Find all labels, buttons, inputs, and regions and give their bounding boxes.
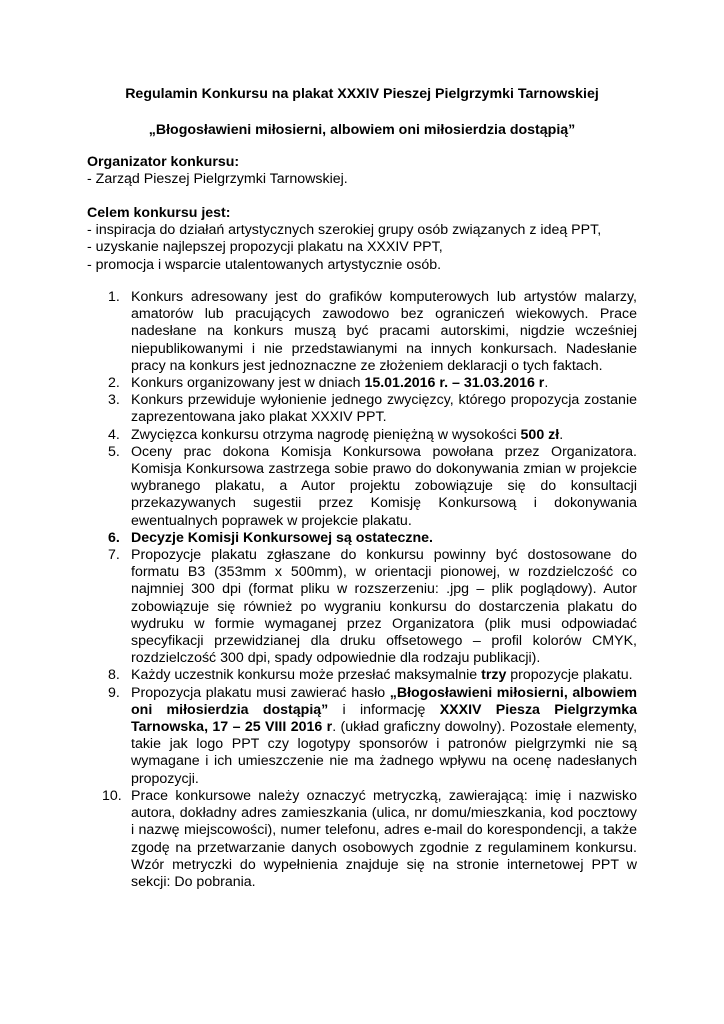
organizer-heading: Organizator konkursu:: [87, 154, 240, 170]
rule-number: 2.: [108, 375, 120, 392]
goals-section: [87, 205, 647, 274]
rule-number: 9.: [108, 684, 120, 701]
rule-text: Konkurs przewiduje wyłonienie jednego zwycięzcy, którego propozycja zostanie zaprezentowana jako plakat XXXIV PPT.: [131, 392, 637, 426]
rule-number: 3.: [108, 392, 120, 409]
goals-line: - uzyskanie najlepszej propozycji plakatu na XXXIV PPT,: [87, 239, 443, 256]
rule-item: [87, 788, 637, 891]
rule-text-end: .: [544, 375, 549, 392]
document-motto: „Błogosławieni miłosierni, albowiem oni miłosierdzia dostąpią”: [148, 122, 576, 138]
document-title: Regulamin Konkursu na plakat XXXIV Pieszej Pielgrzymki Tarnowskiej: [125, 86, 599, 102]
rule-item: [87, 427, 637, 444]
rule-text-end: . (układ graficzny dowolny). Pozostałe elementy, takie jak logo PPT czy logotypy sponsorów i patronów pielgrzymki nie są wymagane i ich umieszczenie nie ma żadnego wpływu na ocenę nadesłanych propozycji.: [131, 719, 638, 787]
rule-item: [87, 392, 637, 426]
rule-item: [87, 667, 637, 684]
rule-text-end: propozycje plakatu.: [506, 667, 633, 684]
rule-item: [87, 547, 637, 667]
goals-line: - promocja i wsparcie utalentowanych artystycznie osób.: [87, 256, 442, 273]
rule-text-mid: i informację: [328, 701, 440, 718]
rule-number: 8.: [108, 667, 120, 684]
rule-text: Propozycje plakatu zgłaszane do konkursu powinny być dostosowane do formatu B3 (353mm x 500mm), w orientacji pionowej, w rozdzielczość co najmniej 300 dpi (format pliku w rozszerzeniu: .jpg – plik poglądowy). Autor zobowiązuje się również po wygraniu konkursu do dostarczenia plakatu do wydruku w formie wymaganej przez Organizatora (plik musi odpowiadać specyfikacji przewidzianej dla druku offsetowego – profil kolorów CMYK, rozdzielczość 300 dpi, spady odpowiednie dla rodzaju publikacji).: [131, 547, 637, 667]
rule-prize: 500 zł: [520, 426, 560, 443]
organizer-section: [87, 154, 647, 188]
rule-item: [87, 289, 637, 375]
rule-event-info: XXXIV Piesza Pielgrzymka Tarnowska, 17 – 25 VIII 2016 r: [131, 701, 638, 736]
rule-number: 10.: [102, 787, 122, 804]
organizer-line: - Zarząd Pieszej Pielgrzymki Tarnowskiej.: [87, 171, 348, 188]
rule-text: Prace konkursowe należy oznaczyć metryczką, zawierającą: imię i nazwisko autora, dokładny adres zamieszkania (ulica, nr domu/mieszkania, kod pocztowy i nazwę miejscowości), numer telefonu, adres e-mail do korespondencji, a także zgodę na przetwarzanie danych osobowych zgodnie z regulaminem konkursu. Wzór metryczki do wypełnienia znajduje się na stronie internetowej PPT w sekcji: Do pobrania.: [131, 787, 637, 890]
rule-text: Decyzje Komisji Konkursowej są ostateczne.: [131, 529, 433, 546]
goals-line: - inspiracja do działań artystycznych szerokiej grupy osób związanych z ideą PPT,: [87, 222, 602, 239]
rule-number: 1.: [108, 289, 120, 305]
rule-number: 6.: [108, 529, 120, 546]
rule-text: Propozycja plakatu musi zawierać hasło: [131, 684, 390, 701]
rule-number: 5.: [108, 443, 120, 460]
rule-item: [87, 375, 637, 392]
rule-slogan: „Błogosławieni miłosierni, albowiem oni miłosierdzia dostąpią”: [131, 684, 637, 718]
rule-text-end: .: [559, 426, 564, 443]
rule-text: Zwycięzca konkursu otrzyma nagrodę pieniężną w wysokości: [131, 426, 521, 443]
rule-item: [87, 530, 637, 547]
goals-heading: Celem konkursu jest:: [87, 205, 231, 221]
rule-number: 4.: [108, 426, 120, 443]
rule-item: [87, 685, 637, 788]
rule-count: trzy: [481, 667, 507, 684]
rule-text: Oceny prac dokona Komisja Konkursowa powołana przez Organizatora. Komisja Konkursowa zastrzega sobie prawo do dokonywania zmian w projekcie wybranego plakatu, a Autor projektu zobowiązuje się do konsultacji przekazywanych sugestii przez Komisję Konkursową i dokonywania ewentualnych poprawek w projekcie plakatu.: [131, 443, 637, 529]
rule-item: [87, 444, 637, 530]
rule-text: Konkurs adresowany jest do grafików komputerowych lub artystów malarzy, amatorów lub pracujących zawodowo bez ograniczeń wiekowych. Prace nadesłane na konkurs muszą być pracami autorskimi, nigdzie wcześniej niepublikowanymi i nie przedstawianymi na innych konkursach. Nadesłanie pracy na konkurs jest jednoznaczne ze złożeniem deklaracji o tych faktach.: [131, 289, 637, 374]
rule-text: Każdy uczestnik konkursu może przesłać maksymalnie: [131, 667, 482, 684]
rule-number: 7.: [108, 547, 120, 564]
rule-dates: 15.01.2016 r. – 31.03.2016 r: [364, 375, 545, 392]
rules-list: [87, 289, 637, 891]
rule-text: Konkurs organizowany jest w dniach: [131, 375, 365, 392]
